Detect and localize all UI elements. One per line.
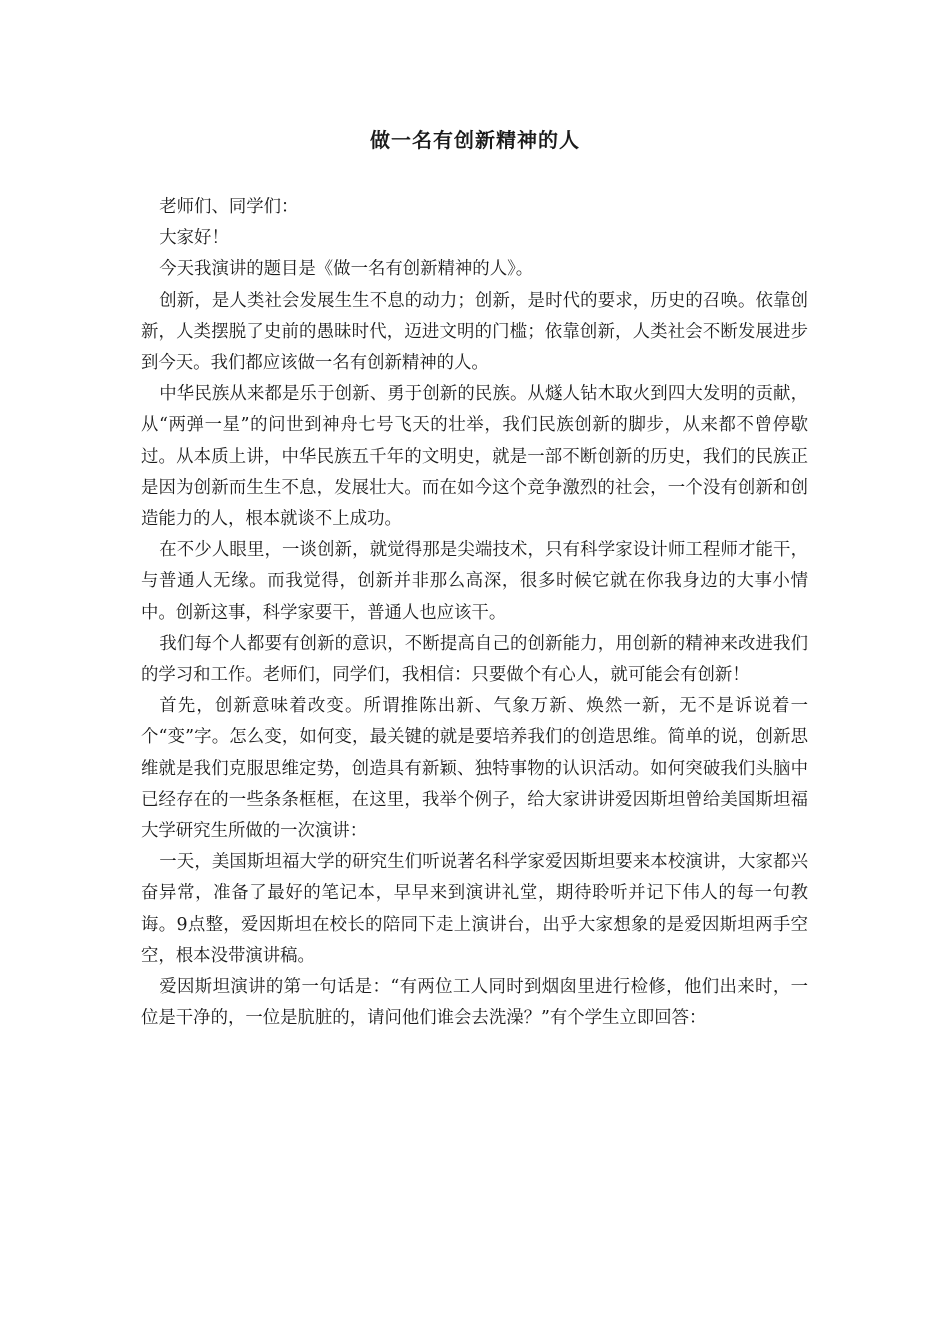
- body-paragraph: 中华民族从来都是乐于创新、勇于创新的民族。从燧人钻木取火到四大发明的贡献，从“两弹一星”的问世到神舟七号飞天的壮举，我们民族创新的脚步，从来都不曾停歇过。从本质上讲，中华民族五千年的文明史，就是一部不断创新的历史，我们的民族正是因为创新而生生不息，发展壮大。而在如今这个竞争激烈的社会，一个没有创新和创造能力的人，根本就谈不上成功。: [141, 384, 808, 530]
- body-paragraph: 爱因斯坦演讲的第一句话是：“有两位工人同时到烟囱里进行检修，他们出来时，一位是干净的，一位是肮脏的，请问他们谁会去洗澡？”有个学生立即回答：: [141, 977, 808, 1029]
- body-paragraph: 一天，美国斯坦福大学的研究生们听说著名科学家爱因斯坦要来本校演讲，大家都兴奋异常，准备了最好的笔记本，早早来到演讲礼堂，期待聆听并记下伟人的每一句教诲。9点整，爱因斯坦在校长的陪同下走上演讲台，出乎大家想象的是爱因斯坦两手空空，根本没带演讲稿。: [141, 852, 808, 966]
- body-paragraph: 我们每个人都要有创新的意识，不断提高自己的创新能力，用创新的精神来改进我们的学习和工作。老师们，同学们，我相信：只要做个有心人，就可能会有创新！: [141, 633, 808, 686]
- body-paragraph: 创新，是人类社会发展生生不息的动力；创新，是时代的要求，历史的召唤。依靠创新，人类摆脱了史前的愚昧时代，迈进文明的门槛；依靠创新，人类社会不断发展进步到今天。我们都应该做一名有创新精神的人。: [141, 290, 808, 374]
- document-body: [141, 192, 808, 1034]
- greeting: 大家好！: [159, 228, 229, 249]
- speech-topic: 今天我演讲的题目是《做一名有创新精神的人》。: [159, 259, 534, 280]
- salutation: 老师们、同学们：: [159, 197, 299, 217]
- document-title: 做一名有创新精神的人: [370, 128, 580, 152]
- body-paragraph: 首先，创新意味着改变。所谓推陈出新、气象万新、焕然一新，无不是诉说着一个“变”字。怎么变，如何变，最关键的就是要培养我们的创造思维。简单的说，创新思维就是我们克服思维定势，创造具有新颖、独特事物的认识活动。如何突破我们头脑中已经存在的一些条条框框，在这里，我举个例子，给大家讲讲爱因斯坦曾给美国斯坦福大学研究生所做的一次演讲：: [141, 696, 808, 842]
- body-paragraph: 在不少人眼里，一谈创新，就觉得那是尖端技术，只有科学家设计师工程师才能干，与普通人无缘。而我觉得，创新并非那么高深，很多时候它就在你我身边的大事小情中。创新这事，科学家要干，普通人也应该干。: [141, 540, 808, 623]
